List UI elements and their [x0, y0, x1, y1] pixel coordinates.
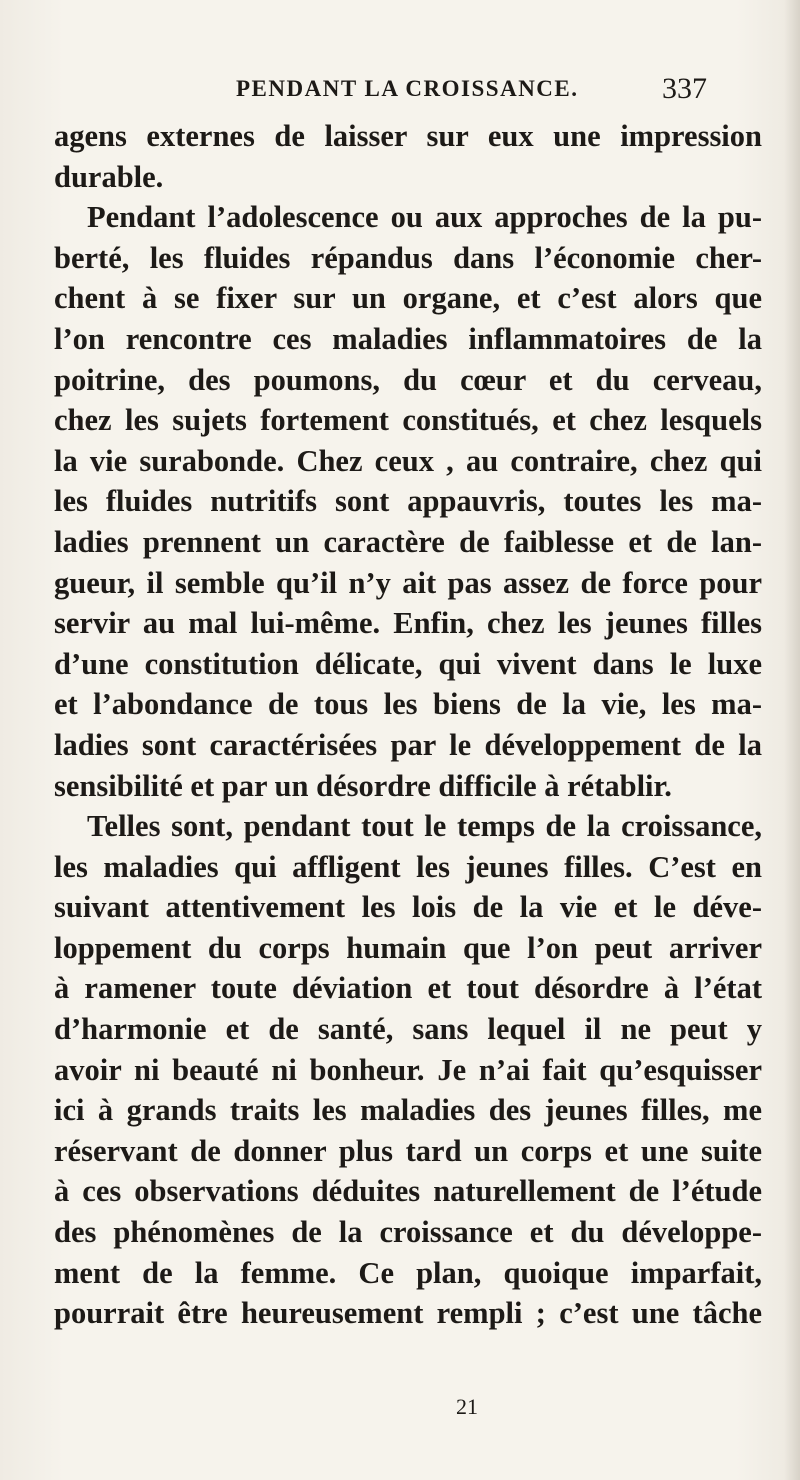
text-line: berté, les fluides répandus dans l’économie cher- — [54, 240, 762, 275]
text-line: les fluides nutritifs sont appauvris, toutes les ma- — [54, 484, 762, 519]
text-line: ici à grands traits les maladies des jeunes filles, me — [54, 1093, 762, 1128]
text-line: chez les sujets fortement constitués, et chez lesquels — [54, 403, 762, 438]
text-line: ladies prennent un caractère de faiblesse et de lan- — [54, 524, 762, 559]
text-line: Telles sont, pendant tout le temps de la croissance, — [87, 809, 762, 844]
text-line: pourrait être heureusement rempli ; c’est une tâche — [54, 1296, 762, 1331]
text-line: d’une constitution délicate, qui vivent dans le luxe — [54, 646, 762, 681]
text-line: servir au mal lui-même. Enfin, chez les jeunes filles — [54, 606, 762, 641]
text-line: gueur, il semble qu’il n’y ait pas assez de force pour — [54, 565, 762, 600]
text-line: les maladies qui affligent les jeunes filles. C’est en — [54, 849, 762, 884]
text-line: poitrine, des poumons, du cœur et du cerveau, — [54, 362, 762, 397]
page-number: 337 — [662, 72, 707, 105]
signature-mark: 21 — [456, 1394, 478, 1419]
text-line: la vie surabonde. Chez ceux , au contraire, chez qui — [54, 443, 762, 478]
text-line: des phénomènes de la croissance et du développe- — [54, 1215, 762, 1250]
text-line: l’on rencontre ces maladies inflammatoires de la — [54, 321, 762, 356]
text-line: loppement du corps humain que l’on peut arriver — [54, 930, 762, 965]
body-text — [54, 116, 762, 1334]
text-line: à ces observations déduites naturellement de l’étude — [54, 1174, 762, 1209]
text-line: sensibilité et par un désordre difficile à rétablir. — [54, 768, 672, 803]
text-line: chent à se fixer sur un organe, et c’est alors que — [54, 281, 762, 316]
text-line: et l’abondance de tous les biens de la vie, les ma- — [54, 687, 762, 722]
text-line: Pendant l’adolescence ou aux approches de la pu- — [87, 200, 762, 235]
text-line: réservant de donner plus tard un corps et une suite — [54, 1133, 762, 1168]
text-line: ment de la femme. Ce plan, quoique imparfait, — [54, 1255, 762, 1290]
page-edge-shadow — [784, 0, 800, 1480]
text-line: ladies sont caractérisées par le développement de la — [54, 727, 762, 762]
text-line: avoir ni beauté ni bonheur. Je n’ai fait qu’esquisser — [54, 1052, 762, 1087]
running-head: PENDANT LA CROISSANCE. — [236, 76, 579, 101]
text-line: durable. — [54, 159, 164, 194]
text-line: à ramener toute déviation et tout désordre à l’état — [54, 971, 762, 1006]
text-line: agens externes de laisser sur eux une impression — [54, 119, 762, 153]
text-line: d’harmonie et de santé, sans lequel il ne peut y — [54, 1012, 762, 1047]
text-line: suivant attentivement les lois de la vie et le déve- — [54, 890, 762, 925]
